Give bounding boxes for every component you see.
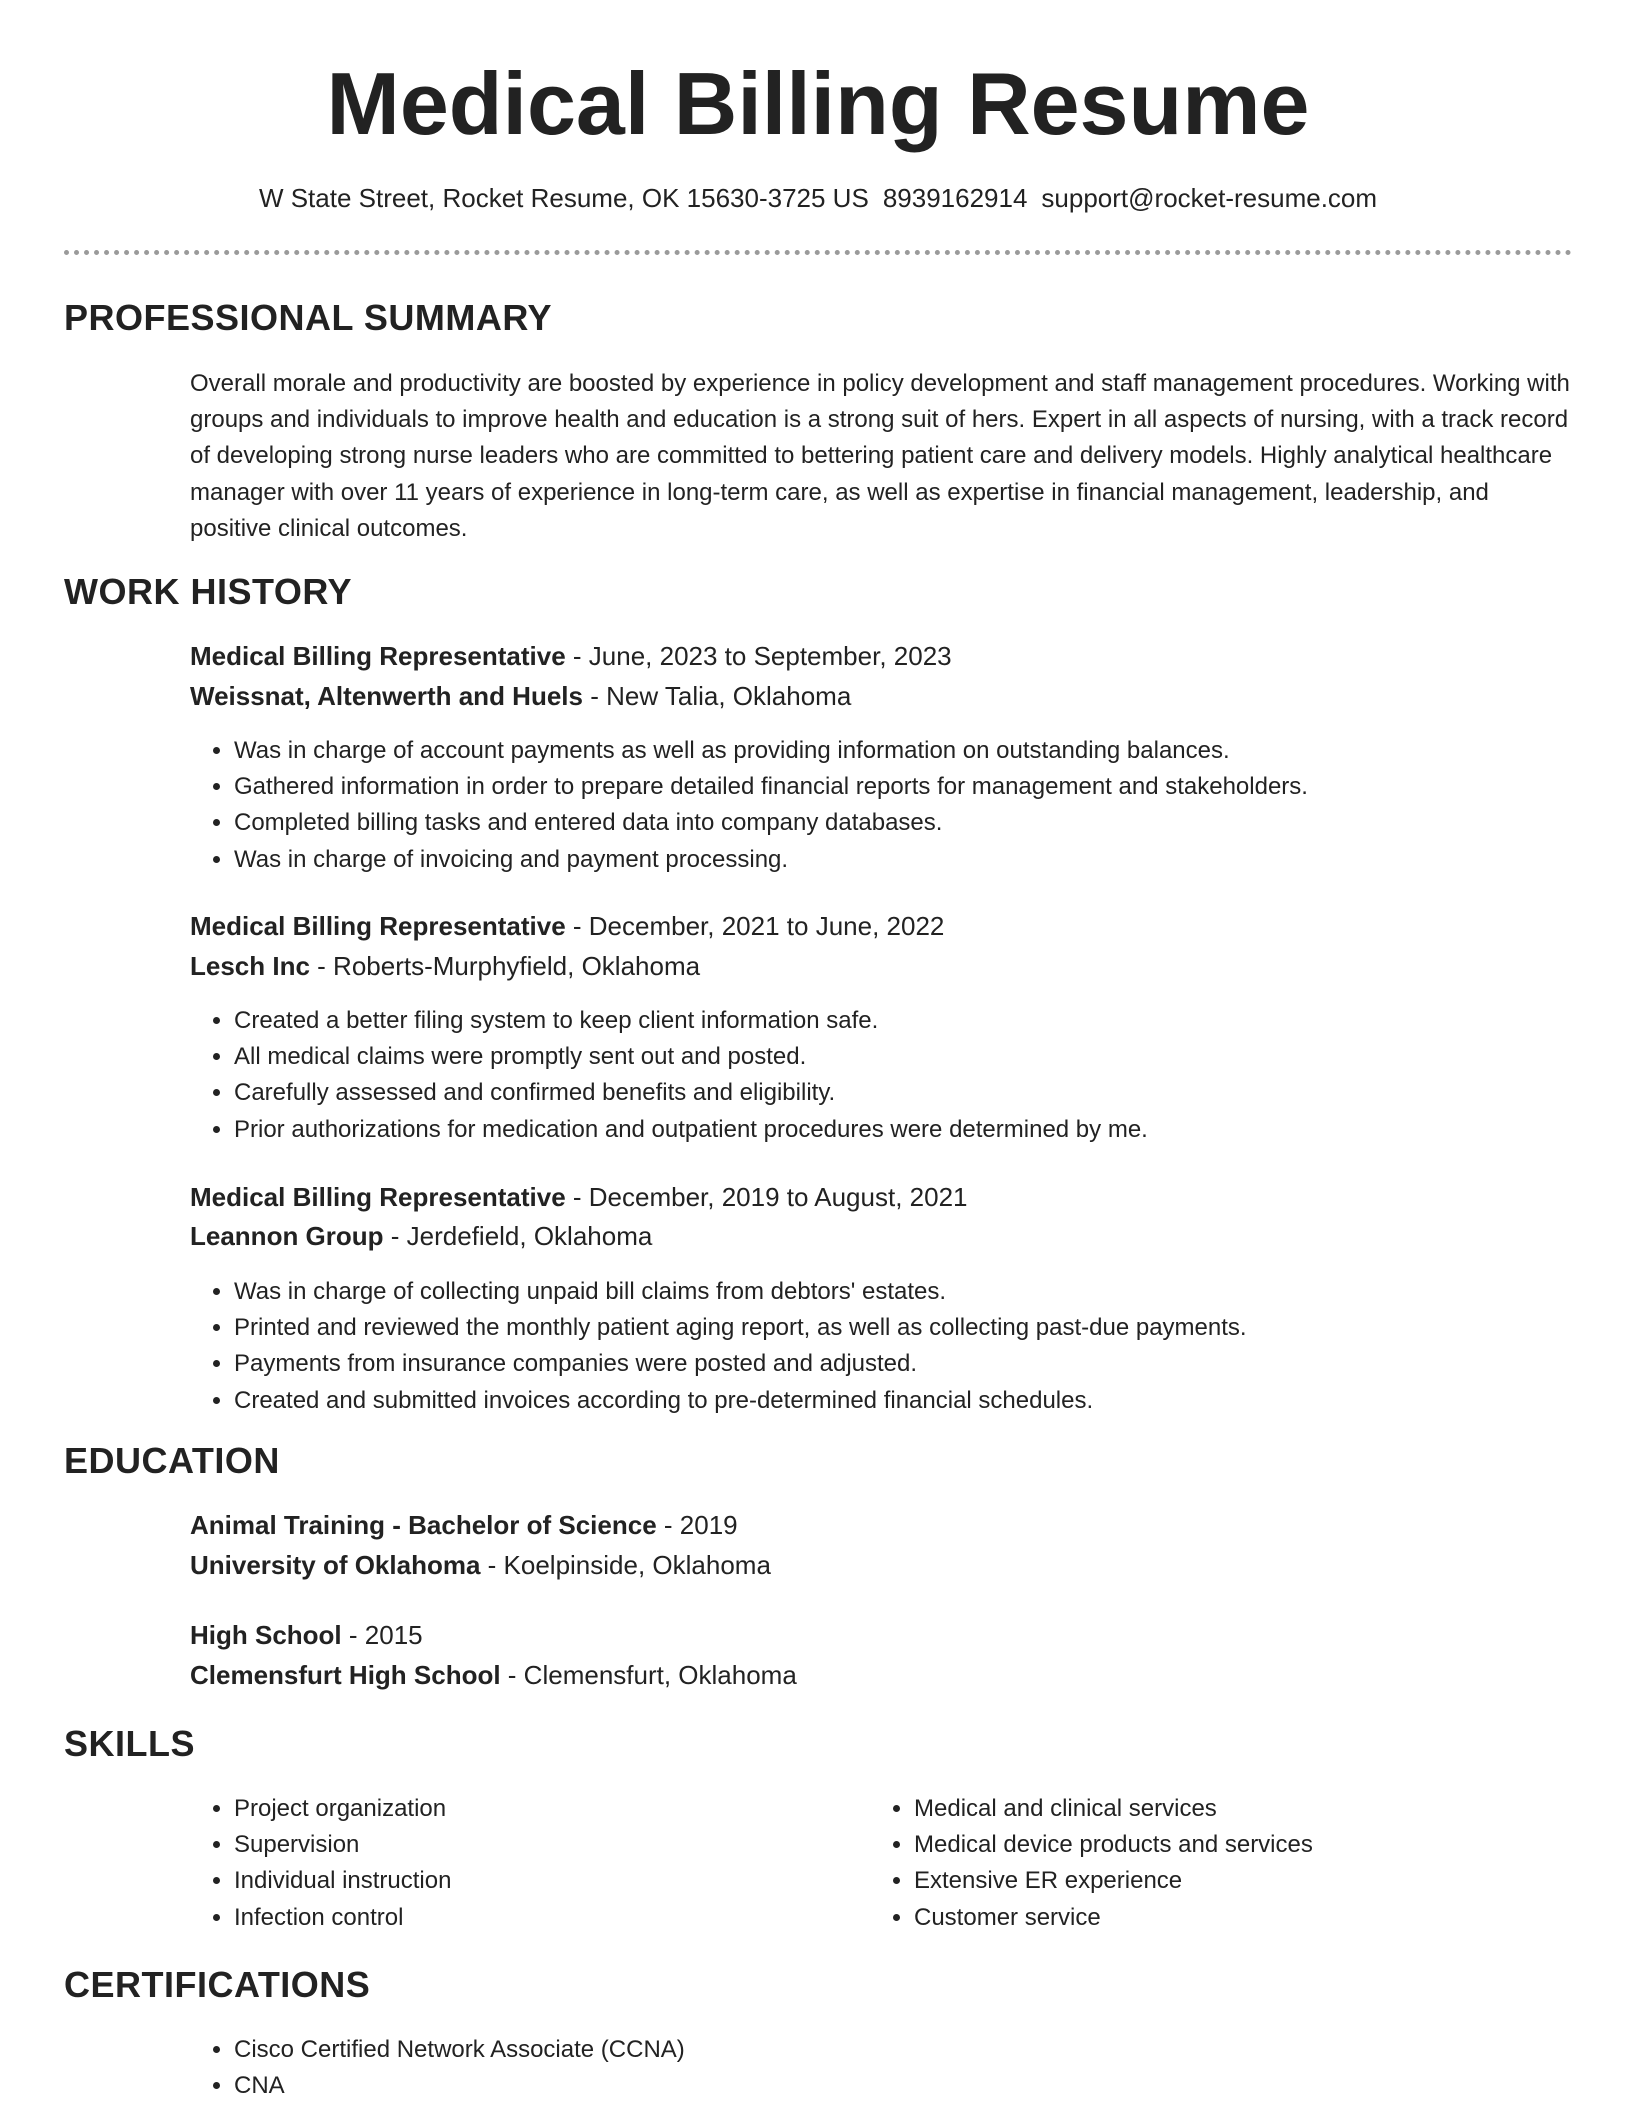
job-duties-list: [190, 1003, 1148, 1148]
education-degree-line: [190, 1617, 423, 1653]
education-degree-line: [190, 1507, 738, 1543]
list-item: • Completed billing tasks and entered data into company databases.: [234, 805, 1308, 841]
list-item: • Cisco Certified Network Associate (CCNA): [234, 2032, 685, 2068]
job-dates: - December, 2019 to August, 2021: [565, 1182, 968, 1212]
education-year: - 2019: [656, 1510, 738, 1540]
list-item: • Created and submitted invoices according to pre-determined financial schedules.: [234, 1383, 1247, 1419]
contact-address: W State Street, Rocket Resume, OK 15630-3725 US: [258, 183, 869, 213]
header-divider: [64, 250, 1572, 255]
list-item: • Created a better filing system to keep client information safe.: [234, 1003, 1148, 1039]
summary-text: Overall morale and productivity are boosted by experience in policy development and staff management procedures. Working with groups and individuals to improve health and education is a strong suit of hers. Expert in all aspects of nursing, with a track record of developing strong nurse leaders who are committed to bettering patient care and delivery models. Highly analytical healthcare manager with over 11 years of experience in long-term care, as well as expertise in financial management, leadership, and positive clinical outcomes.: [190, 370, 1570, 542]
list-item: • Supervision: [234, 1827, 451, 1863]
list-item: • All medical claims were promptly sent out and posted.: [234, 1039, 1148, 1075]
list-item: • Extensive ER experience: [914, 1863, 1313, 1899]
contact-line: [64, 180, 1572, 216]
list-item: • Was in charge of account payments as well as providing information on outstanding balances.: [234, 733, 1308, 769]
list-item: • Project organization: [234, 1791, 451, 1827]
job-duties-list: [190, 1274, 1247, 1419]
education-degree: High School: [190, 1620, 342, 1650]
job-company-line: [190, 948, 700, 984]
list-item: • Gathered information in order to prepare detailed financial reports for management and stakeholders.: [234, 769, 1308, 805]
contact-email[interactable]: support@rocket-resume.com: [1041, 183, 1378, 213]
job-company-line: [190, 1218, 652, 1254]
education-location: - Clemensfurt, Oklahoma: [500, 1660, 797, 1690]
education-school-line: [190, 1657, 797, 1693]
job-company-line: [190, 678, 851, 714]
job-title-line: [190, 1179, 968, 1215]
section-heading-education: EDUCATION: [64, 1440, 280, 1481]
job-company: Leannon Group: [190, 1221, 384, 1251]
list-item: • Prior authorizations for medication and outpatient procedures were determined by me.: [234, 1112, 1148, 1148]
job-location: - Roberts-Murphyfield, Oklahoma: [309, 951, 701, 981]
list-item: • Was in charge of invoicing and payment processing.: [234, 842, 1308, 878]
list-item: • Was in charge of collecting unpaid bill claims from debtors' estates.: [234, 1274, 1247, 1310]
job-company: Weissnat, Altenwerth and Huels: [190, 681, 583, 711]
job-title-line: [190, 908, 944, 944]
education-school: Clemensfurt High School: [190, 1660, 501, 1690]
section-heading-work-history: WORK HISTORY: [64, 571, 353, 612]
list-item: • Carefully assessed and confirmed benefits and eligibility.: [234, 1075, 1148, 1111]
job-location: - New Talia, Oklahoma: [582, 681, 852, 711]
education-year: - 2015: [341, 1620, 423, 1650]
education-degree: Animal Training - Bachelor of Science: [190, 1510, 657, 1540]
skills-list-left: [190, 1791, 451, 1936]
list-item: • Printed and reviewed the monthly patient aging report, as well as collecting past-due payments.: [234, 1310, 1247, 1346]
education-school: University of Oklahoma: [190, 1550, 481, 1580]
education-school-line: [190, 1547, 771, 1583]
contact-phone: 8939162914: [882, 183, 1028, 213]
list-item: • Infection control: [234, 1900, 451, 1936]
list-item: • Customer service: [914, 1900, 1313, 1936]
list-item: • Individual instruction: [234, 1863, 451, 1899]
list-item: • Payments from insurance companies were posted and adjusted.: [234, 1346, 1247, 1382]
list-item: • CNA: [234, 2068, 685, 2104]
list-item: • Medical device products and services: [914, 1827, 1313, 1863]
skills-list-right: [870, 1791, 1313, 1936]
section-heading-certifications: CERTIFICATIONS: [64, 1964, 371, 2005]
job-dates: - June, 2023 to September, 2023: [565, 641, 952, 671]
job-title-line: [190, 638, 952, 674]
job-company: Lesch Inc: [190, 951, 310, 981]
job-title: Medical Billing Representative: [190, 641, 566, 671]
job-duties-list: [190, 733, 1308, 878]
job-dates: - December, 2021 to June, 2022: [565, 911, 945, 941]
job-title: Medical Billing Representative: [190, 911, 566, 941]
resume-title: Medical Billing Resume: [326, 54, 1310, 153]
job-location: - Jerdefield, Oklahoma: [383, 1221, 653, 1251]
job-title: Medical Billing Representative: [190, 1182, 566, 1212]
list-item: • Medical and clinical services: [914, 1791, 1313, 1827]
section-heading-skills: SKILLS: [64, 1723, 196, 1764]
education-location: - Koelpinside, Oklahoma: [480, 1550, 771, 1580]
section-heading-summary: PROFESSIONAL SUMMARY: [64, 297, 553, 338]
certifications-list: [190, 2032, 685, 2104]
